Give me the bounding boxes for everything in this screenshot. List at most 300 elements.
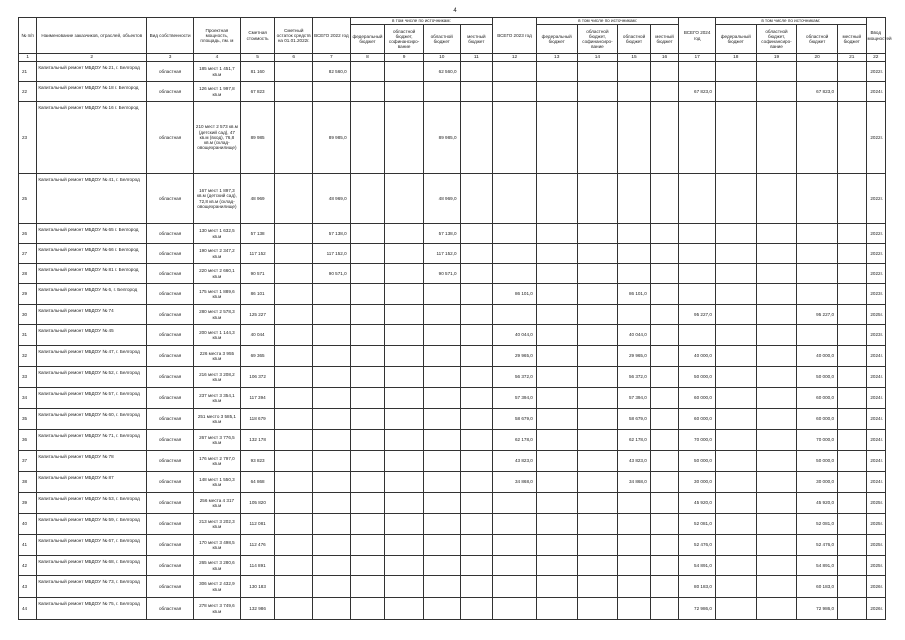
- amount-m22: [460, 598, 493, 620]
- amount-s24: [756, 388, 797, 409]
- estimated-cost: 112 476: [240, 535, 275, 556]
- header-cell: областной бюджет: [797, 25, 838, 54]
- amount-m24: [838, 493, 866, 514]
- table-row: [19, 62, 886, 82]
- amount-o22: [423, 430, 460, 451]
- capacity: 280 мест 2 578,3 кв.м: [194, 305, 241, 325]
- header-cell: федеральный бюджет: [536, 25, 577, 54]
- amount-s22: [385, 451, 424, 472]
- header-group: в том числе по источникам:: [536, 18, 678, 25]
- table-row: [19, 472, 886, 493]
- ownership-type: областная: [147, 346, 194, 367]
- commissioning-year: 2023г.: [866, 325, 885, 346]
- amount-t23: [493, 224, 537, 244]
- table-row: [19, 102, 886, 174]
- table-row: [19, 244, 886, 264]
- amount-t23: 40 044,0: [493, 325, 537, 346]
- amount-t23: 86 101,0: [493, 284, 537, 305]
- column-number: 4: [194, 54, 241, 62]
- amount-t24: 54 891,0: [679, 556, 716, 576]
- column-number: 9: [385, 54, 424, 62]
- capacity: 237 мест 3 354,1 кв.м: [194, 388, 241, 409]
- amount-o24: [797, 264, 838, 284]
- header-cell: Наименование заказчиков, отраслей, объектов: [37, 18, 147, 54]
- header-cell: ВСЕГО 2023 год: [493, 18, 537, 54]
- cost-balance: [275, 82, 313, 102]
- amount-m22: [460, 305, 493, 325]
- column-number: 2: [37, 54, 147, 62]
- cost-balance: [275, 388, 313, 409]
- amount-s23: [577, 493, 618, 514]
- amount-o24: 52 081,0: [797, 514, 838, 535]
- amount-f22: [350, 576, 385, 598]
- cost-balance: [275, 451, 313, 472]
- amount-o23: [618, 62, 651, 82]
- amount-m23: [650, 102, 678, 174]
- amount-o23: 57 394,0: [618, 388, 651, 409]
- amount-s23: [577, 264, 618, 284]
- ownership-type: областная: [147, 472, 194, 493]
- amount-f24: [715, 388, 756, 409]
- amount-m23: [650, 224, 678, 244]
- amount-s23: [577, 305, 618, 325]
- amount-f23: [536, 409, 577, 430]
- table-row: [19, 174, 886, 224]
- estimated-cost: 40 044: [240, 325, 275, 346]
- ownership-type: областная: [147, 305, 194, 325]
- amount-f24: [715, 514, 756, 535]
- amount-f23: [536, 535, 577, 556]
- amount-f24: [715, 174, 756, 224]
- amount-o24: [797, 102, 838, 174]
- amount-t24: 95 227,0: [679, 305, 716, 325]
- amount-m22: [460, 224, 493, 244]
- amount-t22: 117 152,0: [313, 244, 351, 264]
- amount-f23: [536, 244, 577, 264]
- amount-s22: [385, 174, 424, 224]
- amount-o22: [423, 451, 460, 472]
- object-name: Капитальный ремонт МБДОУ № 81 г. Белгород: [37, 264, 147, 284]
- amount-s24: [756, 174, 797, 224]
- amount-m24: [838, 62, 866, 82]
- amount-s23: [577, 367, 618, 388]
- header-cell: Сметный остаток средств на 01.01.2022г.: [275, 18, 313, 54]
- ownership-type: областная: [147, 598, 194, 620]
- capacity: 226 места 3 955 кв.м: [194, 346, 241, 367]
- amount-m24: [838, 451, 866, 472]
- estimated-cost: 117 152: [240, 244, 275, 264]
- amount-t24: 45 920,0: [679, 493, 716, 514]
- header-cell: федеральный бюджет: [350, 25, 385, 54]
- amount-f23: [536, 224, 577, 244]
- amount-f23: [536, 451, 577, 472]
- capacity: 213 мест 3 202,3 кв.м: [194, 514, 241, 535]
- amount-o24: 52 476,0: [797, 535, 838, 556]
- amount-s22: [385, 535, 424, 556]
- amount-t23: 62 178,0: [493, 430, 537, 451]
- row-number: 36: [19, 430, 37, 451]
- amount-t22: [313, 367, 351, 388]
- amount-o24: [797, 224, 838, 244]
- ownership-type: областная: [147, 367, 194, 388]
- estimated-cost: 89 985: [240, 102, 275, 174]
- amount-m24: [838, 535, 866, 556]
- amount-m23: [650, 174, 678, 224]
- amount-f24: [715, 305, 756, 325]
- amount-o22: [423, 346, 460, 367]
- object-name: Капитальный ремонт МБДОУ № 78: [37, 451, 147, 472]
- amount-m23: [650, 264, 678, 284]
- amount-f24: [715, 409, 756, 430]
- amount-o23: [618, 305, 651, 325]
- estimated-cost: 69 365: [240, 346, 275, 367]
- header-cell: Сметная стоимость: [240, 18, 275, 54]
- amount-s23: [577, 224, 618, 244]
- amount-f23: [536, 305, 577, 325]
- amount-o23: [618, 174, 651, 224]
- amount-o24: 67 823,0: [797, 82, 838, 102]
- amount-s22: [385, 102, 424, 174]
- amount-m22: [460, 493, 493, 514]
- estimated-cost: 106 372: [240, 367, 275, 388]
- column-number: 10: [423, 54, 460, 62]
- amount-o24: 45 920,0: [797, 493, 838, 514]
- amount-s24: [756, 62, 797, 82]
- amount-o23: 86 101,0: [618, 284, 651, 305]
- commissioning-year: 2025г.: [866, 556, 885, 576]
- estimated-cost: 132 178: [240, 430, 275, 451]
- ownership-type: областная: [147, 576, 194, 598]
- commissioning-year: 2025г.: [866, 493, 885, 514]
- amount-o22: 57 138,0: [423, 224, 460, 244]
- cost-balance: [275, 367, 313, 388]
- amount-s23: [577, 409, 618, 430]
- amount-o23: [618, 514, 651, 535]
- row-number: 28: [19, 264, 37, 284]
- amount-f24: [715, 346, 756, 367]
- row-number: 26: [19, 224, 37, 244]
- header-cell: местный бюджет: [460, 25, 493, 54]
- amount-m23: [650, 493, 678, 514]
- register-table: [18, 17, 892, 620]
- table-row: [19, 598, 886, 620]
- table-row: [19, 367, 886, 388]
- column-number: 3: [147, 54, 194, 62]
- amount-f24: [715, 493, 756, 514]
- amount-m23: [650, 244, 678, 264]
- amount-f22: [350, 598, 385, 620]
- capacity: 267 мест 3 776,5 кв.м: [194, 430, 241, 451]
- estimated-cost: 112 081: [240, 514, 275, 535]
- amount-s23: [577, 284, 618, 305]
- amount-o24: 50 000,0: [797, 367, 838, 388]
- amount-s24: [756, 409, 797, 430]
- amount-t22: [313, 535, 351, 556]
- cost-balance: [275, 305, 313, 325]
- cost-balance: [275, 284, 313, 305]
- row-number: 35: [19, 409, 37, 430]
- cost-balance: [275, 472, 313, 493]
- column-number: 14: [577, 54, 618, 62]
- column-number: 18: [715, 54, 756, 62]
- object-name: Капитальный ремонт МБДОУ № 75, г. Белгород: [37, 598, 147, 620]
- ownership-type: областная: [147, 409, 194, 430]
- amount-o22: [423, 535, 460, 556]
- amount-f24: [715, 472, 756, 493]
- amount-s24: [756, 346, 797, 367]
- ownership-type: областная: [147, 62, 194, 82]
- amount-m23: [650, 598, 678, 620]
- amount-s23: [577, 244, 618, 264]
- cost-balance: [275, 346, 313, 367]
- ownership-type: областная: [147, 102, 194, 174]
- amount-t22: 57 138,0: [313, 224, 351, 244]
- amount-o23: 43 823,0: [618, 451, 651, 472]
- amount-f22: [350, 556, 385, 576]
- commissioning-year: 2026г.: [866, 576, 885, 598]
- amount-t23: [493, 514, 537, 535]
- amount-t24: [679, 224, 716, 244]
- row-number: 22: [19, 82, 37, 102]
- amount-s22: [385, 514, 424, 535]
- amount-o22: [423, 556, 460, 576]
- table-row: [19, 493, 886, 514]
- commissioning-year: 2024г.: [866, 346, 885, 367]
- column-number: 6: [275, 54, 313, 62]
- amount-o24: [797, 62, 838, 82]
- amount-t22: [313, 305, 351, 325]
- amount-f23: [536, 430, 577, 451]
- capacity: 278 мест 3 749,6 кв.м: [194, 598, 241, 620]
- amount-f22: [350, 514, 385, 535]
- amount-f22: [350, 102, 385, 174]
- amount-o22: [423, 409, 460, 430]
- amount-t22: [313, 284, 351, 305]
- amount-o24: 54 891,0: [797, 556, 838, 576]
- column-number: 13: [536, 54, 577, 62]
- amount-m22: [460, 388, 493, 409]
- estimated-cost: 81 160: [240, 62, 275, 82]
- row-number: 41: [19, 535, 37, 556]
- amount-o23: [618, 493, 651, 514]
- ownership-type: областная: [147, 264, 194, 284]
- ownership-type: областная: [147, 535, 194, 556]
- amount-t22: 82 560,0: [313, 62, 351, 82]
- capacity: 175 мест 1 889,6 кв.м: [194, 284, 241, 305]
- amount-s23: [577, 535, 618, 556]
- capacity: 130 мест 1 632,5 кв.м: [194, 224, 241, 244]
- capacity: 176 мест 2 797,0 кв.м: [194, 451, 241, 472]
- amount-m24: [838, 388, 866, 409]
- capacity: 167 мест 1 897,3 кв.м (детский сад), 72,8 кв.м (склад-овощехранилище): [194, 174, 241, 224]
- amount-o22: [423, 284, 460, 305]
- amount-f23: [536, 576, 577, 598]
- amount-t24: 80 183,0: [679, 576, 716, 598]
- row-number: 40: [19, 514, 37, 535]
- amount-s22: [385, 367, 424, 388]
- commissioning-year: 2024г.: [866, 409, 885, 430]
- amount-s22: [385, 556, 424, 576]
- object-name: Капитальный ремонт МБДОУ № 68, г. Белгород: [37, 556, 147, 576]
- estimated-cost: 67 823: [240, 82, 275, 102]
- amount-m24: [838, 82, 866, 102]
- amount-m24: [838, 514, 866, 535]
- amount-t23: [493, 556, 537, 576]
- object-name: Капитальный ремонт МБДОУ № 16 г. Белгород: [37, 102, 147, 174]
- amount-t23: 29 965,0: [493, 346, 537, 367]
- capacity: 251 место 3 585,1 кв.м: [194, 409, 241, 430]
- amount-f24: [715, 102, 756, 174]
- table-row: [19, 284, 886, 305]
- amount-m24: [838, 367, 866, 388]
- amount-f23: [536, 598, 577, 620]
- amount-s22: [385, 264, 424, 284]
- amount-f22: [350, 346, 385, 367]
- cost-balance: [275, 430, 313, 451]
- amount-f23: [536, 62, 577, 82]
- amount-m24: [838, 244, 866, 264]
- amount-o22: [423, 305, 460, 325]
- amount-m22: [460, 535, 493, 556]
- header-cell: ВСЕГО 2022 год: [313, 18, 351, 54]
- amount-s24: [756, 451, 797, 472]
- table-row: [19, 514, 886, 535]
- amount-f23: [536, 472, 577, 493]
- cost-balance: [275, 325, 313, 346]
- commissioning-year: 2024г.: [866, 82, 885, 102]
- amount-s23: [577, 388, 618, 409]
- object-name: Капитальный ремонт МБДОУ № 52, г. Белгород: [37, 367, 147, 388]
- amount-s24: [756, 535, 797, 556]
- amount-f23: [536, 514, 577, 535]
- amount-o24: 60 183,0: [797, 576, 838, 598]
- table-row: [19, 430, 886, 451]
- table-row: [19, 325, 886, 346]
- amount-f24: [715, 244, 756, 264]
- amount-f22: [350, 451, 385, 472]
- header-cell: Проектная мощность, площадь, пм. м: [194, 18, 241, 54]
- column-number: 7: [313, 54, 351, 62]
- amount-m24: [838, 556, 866, 576]
- amount-o23: [618, 244, 651, 264]
- amount-o23: 56 372,0: [618, 367, 651, 388]
- amount-s24: [756, 367, 797, 388]
- row-number: 38: [19, 472, 37, 493]
- amount-o22: [423, 388, 460, 409]
- ownership-type: областная: [147, 174, 194, 224]
- estimated-cost: 125 227: [240, 305, 275, 325]
- column-number: 19: [756, 54, 797, 62]
- amount-t23: [493, 598, 537, 620]
- header-cell: областной бюджет: [618, 25, 651, 54]
- amount-f24: [715, 535, 756, 556]
- amount-m22: [460, 556, 493, 576]
- amount-f22: [350, 305, 385, 325]
- amount-f24: [715, 284, 756, 305]
- commissioning-year: 2025г.: [866, 514, 885, 535]
- amount-f23: [536, 82, 577, 102]
- amount-m23: [650, 325, 678, 346]
- amount-t24: 72 986,0: [679, 598, 716, 620]
- amount-m22: [460, 409, 493, 430]
- amount-s24: [756, 556, 797, 576]
- estimated-cost: 132 986: [240, 598, 275, 620]
- page-number: 4: [453, 8, 457, 14]
- amount-t24: [679, 325, 716, 346]
- amount-m22: [460, 102, 493, 174]
- amount-f24: [715, 82, 756, 102]
- amount-m22: [460, 174, 493, 224]
- amount-t23: 56 372,0: [493, 367, 537, 388]
- amount-m22: [460, 576, 493, 598]
- ownership-type: областная: [147, 493, 194, 514]
- amount-t24: 50 000,0: [679, 367, 716, 388]
- table-row: [19, 556, 886, 576]
- row-number: 21: [19, 62, 37, 82]
- amount-m23: [650, 284, 678, 305]
- amount-f22: [350, 62, 385, 82]
- amount-o24: [797, 174, 838, 224]
- cost-balance: [275, 62, 313, 82]
- amount-t22: [313, 493, 351, 514]
- amount-m22: [460, 451, 493, 472]
- row-number: 34: [19, 388, 37, 409]
- amount-s23: [577, 430, 618, 451]
- header-group: в том числе по источникам:: [350, 18, 492, 25]
- amount-t24: 40 000,0: [679, 346, 716, 367]
- column-number: 17: [679, 54, 716, 62]
- row-number: 33: [19, 367, 37, 388]
- amount-o23: [618, 82, 651, 102]
- object-name: Капитальный ремонт МБДОУ № 74: [37, 305, 147, 325]
- row-number: 23: [19, 102, 37, 174]
- amount-s23: [577, 472, 618, 493]
- amount-s23: [577, 62, 618, 82]
- amount-s22: [385, 284, 424, 305]
- amount-s24: [756, 264, 797, 284]
- amount-f22: [350, 388, 385, 409]
- amount-f22: [350, 174, 385, 224]
- amount-m23: [650, 472, 678, 493]
- amount-f22: [350, 325, 385, 346]
- header-cell: ВСЕГО 2024 год: [679, 18, 716, 54]
- table-row: [19, 305, 886, 325]
- commissioning-year: 2022г.: [866, 264, 885, 284]
- amount-t23: [493, 305, 537, 325]
- commissioning-year: 2023г.: [866, 284, 885, 305]
- amount-t23: [493, 535, 537, 556]
- row-number: 37: [19, 451, 37, 472]
- amount-t22: 48 969,0: [313, 174, 351, 224]
- amount-t22: 90 571,0: [313, 264, 351, 284]
- estimated-cost: 90 571: [240, 264, 275, 284]
- estimated-cost: 57 138: [240, 224, 275, 244]
- amount-m24: [838, 174, 866, 224]
- capacity: 126 мест 1 997,8 кв.м: [194, 82, 241, 102]
- amount-f24: [715, 224, 756, 244]
- amount-f22: [350, 367, 385, 388]
- amount-s22: [385, 346, 424, 367]
- header-cell: № п/п: [19, 18, 37, 54]
- row-number: 27: [19, 244, 37, 264]
- amount-t24: [679, 284, 716, 305]
- row-number: 43: [19, 576, 37, 598]
- amount-m22: [460, 284, 493, 305]
- cost-balance: [275, 493, 313, 514]
- object-name: Капитальный ремонт МБДОУ № 6, г. Белгород: [37, 284, 147, 305]
- estimated-cost: 64 868: [240, 472, 275, 493]
- amount-t24: [679, 244, 716, 264]
